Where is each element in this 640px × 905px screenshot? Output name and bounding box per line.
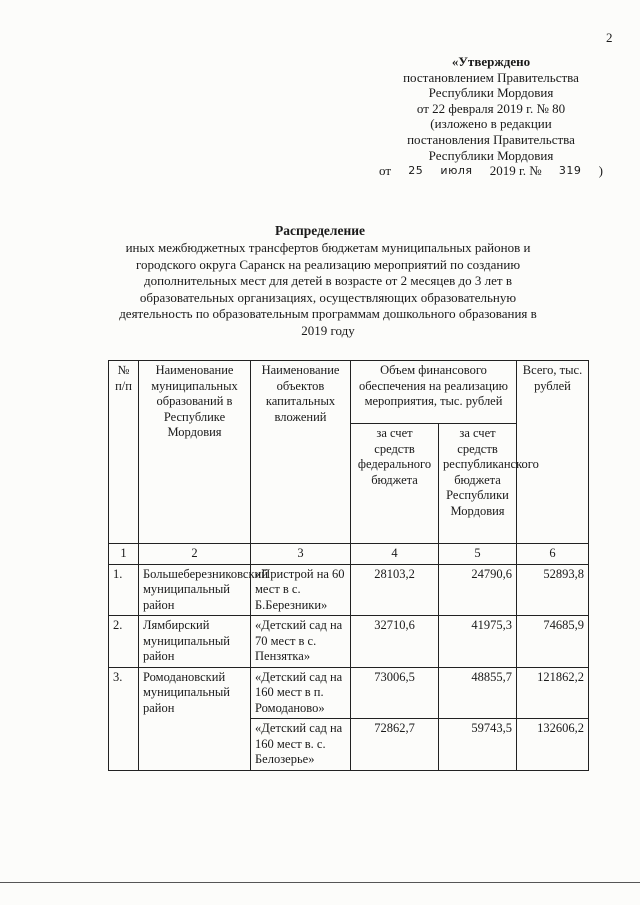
column-number: 5 — [439, 544, 517, 565]
header-financing: Объем финансового обеспечения на реализацию мероприятия, тыс. рублей — [351, 361, 517, 424]
row-object: «Детский сад на 160 мест в п. Ромоданово» — [251, 667, 351, 719]
row-federal: 73006,5 — [351, 667, 439, 719]
date-prefix: от — [379, 163, 392, 179]
approval-heading: «Утверждено — [451, 54, 531, 69]
table-row — [109, 616, 589, 668]
approval-block — [375, 54, 607, 179]
row-num: 1. — [109, 564, 139, 616]
approval-line: Республики Мордовия — [428, 147, 554, 163]
row-district: Ромодановский муниципальный район — [139, 667, 251, 770]
row-total: 74685,9 — [517, 616, 589, 668]
column-number: 4 — [351, 544, 439, 565]
row-total: 132606,2 — [517, 719, 589, 771]
page-bottom-divider — [0, 882, 640, 883]
table-row — [109, 564, 589, 616]
row-total: 52893,8 — [517, 564, 589, 616]
approval-line: (изложено в редакции — [430, 116, 552, 132]
header-district: Наименование муниципальных образований в Республике Мордовия — [139, 361, 251, 544]
header-objects: Наименование объектов капитальных вложений — [251, 361, 351, 544]
header-num: № п/п — [109, 361, 139, 544]
column-number: 3 — [251, 544, 351, 565]
header-republic: за счет средств республиканского бюджета Республики Мордовия — [439, 424, 517, 544]
row-num: 3. — [109, 667, 139, 770]
approval-date-line — [375, 163, 607, 179]
page-number: 2 — [606, 30, 613, 45]
row-federal: 72862,7 — [351, 719, 439, 771]
row-republic: 59743,5 — [439, 719, 517, 771]
row-object: «Детский сад на 160 мест в. с. Белозерье» — [251, 719, 351, 771]
document-subtitle: иных межбюджетных трансфертов бюджетам муниципальных районов и городского округа Саранск на реализацию мероприятий по созданию дополнительных мест для детей в возрасте от 2 месяцев до 3 лет в образовательных организациях, осуществляющих образовательную деятельность по образовательным программам дошкольного образования в 2019 году — [119, 240, 537, 338]
row-federal: 28103,2 — [351, 564, 439, 616]
approval-line: постановлением Правительства — [403, 69, 579, 85]
approval-line: Республики Мордовия — [428, 85, 554, 101]
date-day: 25 — [408, 164, 424, 178]
date-year: 2019 г. № — [489, 163, 542, 179]
row-object: «Детский сад на 70 мест в с. Пензятка» — [251, 616, 351, 668]
column-number-row — [109, 544, 589, 565]
row-federal: 32710,6 — [351, 616, 439, 668]
row-total: 121862,2 — [517, 667, 589, 719]
approval-line: от 22 февраля 2019 г. № 80 — [416, 100, 566, 116]
document-title: Распределение — [274, 223, 366, 238]
table-header-row — [109, 361, 589, 424]
column-number: 2 — [139, 544, 251, 565]
row-republic: 24790,6 — [439, 564, 517, 616]
date-suffix: ) — [598, 163, 603, 179]
header-total: Всего, тыс. рублей — [517, 361, 589, 544]
row-republic: 41975,3 — [439, 616, 517, 668]
row-district: Большеберезниковский муниципальный район — [139, 564, 251, 616]
row-object: «Пристрой на 60 мест в с. Б.Березники» — [251, 564, 351, 616]
date-number: 319 — [558, 164, 582, 178]
row-district: Лямбирский муниципальный район — [139, 616, 251, 668]
date-month: июля — [440, 164, 473, 178]
distribution-table — [108, 360, 589, 771]
row-republic: 48855,7 — [439, 667, 517, 719]
header-federal: за счет средств федерального бюджета — [351, 424, 439, 544]
table-row — [109, 667, 589, 719]
approval-line: постановления Правительства — [407, 131, 575, 147]
column-number: 1 — [109, 544, 139, 565]
row-num: 2. — [109, 616, 139, 668]
column-number: 6 — [517, 544, 589, 565]
